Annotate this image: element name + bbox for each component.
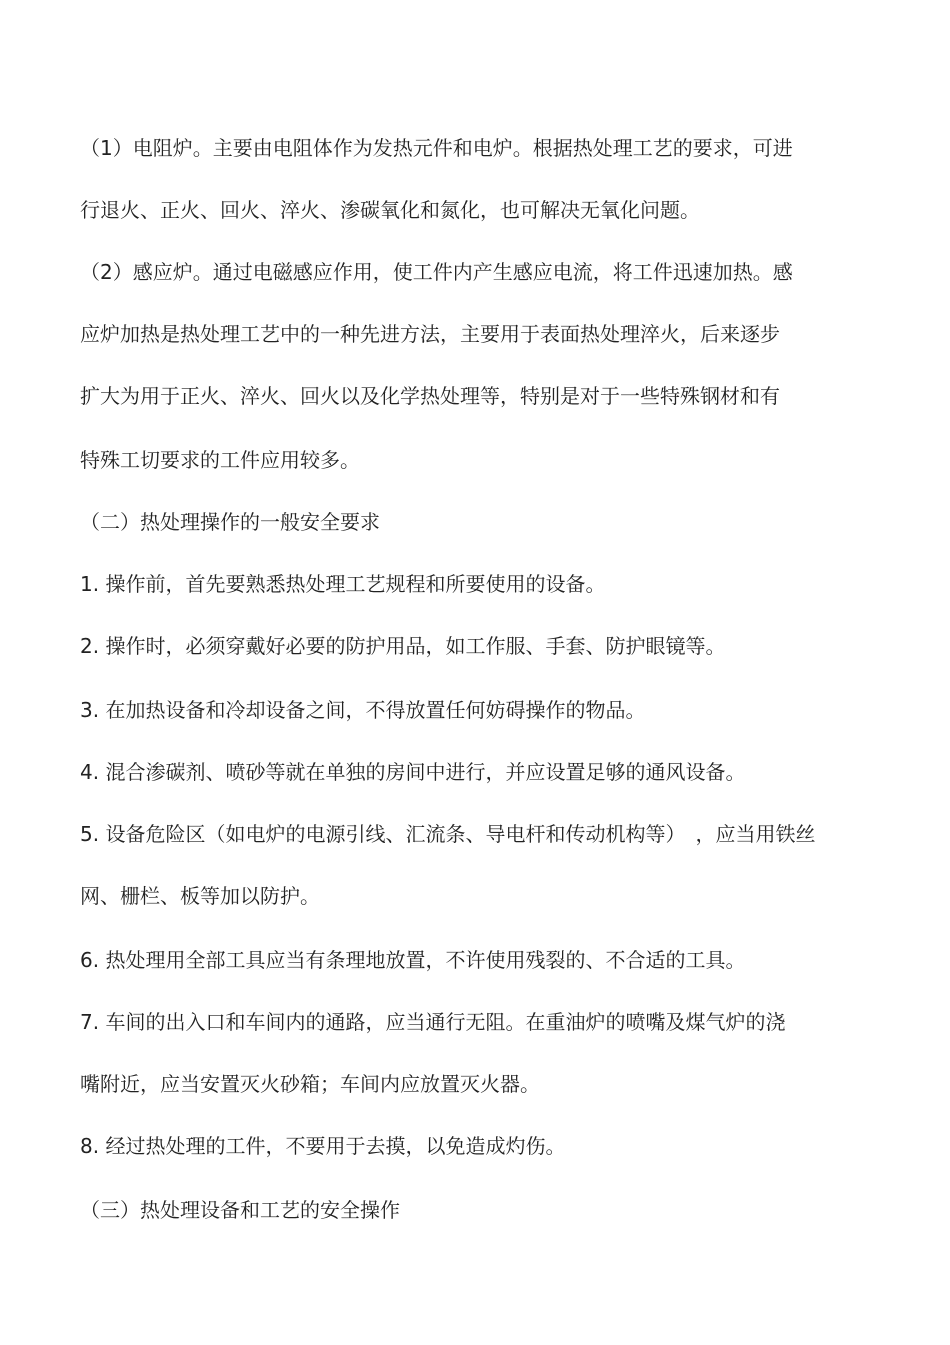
- paragraph-line: （1）电阻炉。主要由电阻体作为发热元件和电炉。根据热处理工艺的要求，可进: [80, 136, 793, 160]
- paragraph-line: 特殊工切要求的工件应用较多。: [80, 448, 360, 472]
- list-item-continuation: 嘴附近，应当安置灭火砂箱；车间内应放置灭火器。: [80, 1072, 540, 1096]
- paragraph-line: （2）感应炉。通过电磁感应作用，使工件内产生感应电流，将工件迅速加热。感: [80, 260, 793, 284]
- list-item: 7. 车间的出入口和车间内的通路，应当通行无阻。在重油炉的喷嘴及煤气炉的浇: [80, 1010, 786, 1034]
- list-item: 1. 操作前，首先要熟悉热处理工艺规程和所要使用的设备。: [80, 572, 606, 596]
- list-item: 6. 热处理用全部工具应当有条理地放置，不许使用残裂的、不合适的工具。: [80, 948, 746, 972]
- list-item: 2. 操作时，必须穿戴好必要的防护用品，如工作服、手套、防护眼镜等。: [80, 634, 726, 658]
- paragraph-line: 扩大为用于正火、淬火、回火以及化学热处理等，特别是对于一些特殊钢材和有: [80, 384, 780, 408]
- section-heading: （二）热处理操作的一般安全要求: [80, 510, 380, 534]
- paragraph-line: 应炉加热是热处理工艺中的一种先进方法，主要用于表面热处理淬火，后来逐步: [80, 322, 780, 346]
- list-item-continuation: 网、栅栏、板等加以防护。: [80, 884, 320, 908]
- list-item: 5. 设备危险区（如电炉的电源引线、汇流条、导电杆和传动机构等） ，应当用铁丝: [80, 822, 816, 846]
- list-item: 8. 经过热处理的工件，不要用于去摸，以免造成灼伤。: [80, 1134, 566, 1158]
- list-item: 3. 在加热设备和冷却设备之间，不得放置任何妨碍操作的物品。: [80, 698, 646, 722]
- list-item: 4. 混合渗碳剂、喷砂等就在单独的房间中进行，并应设置足够的通风设备。: [80, 760, 746, 784]
- paragraph-line: 行退火、正火、回火、淬火、渗碳氧化和氮化，也可解决无氧化问题。: [80, 198, 700, 222]
- section-heading: （三）热处理设备和工艺的安全操作: [80, 1198, 400, 1222]
